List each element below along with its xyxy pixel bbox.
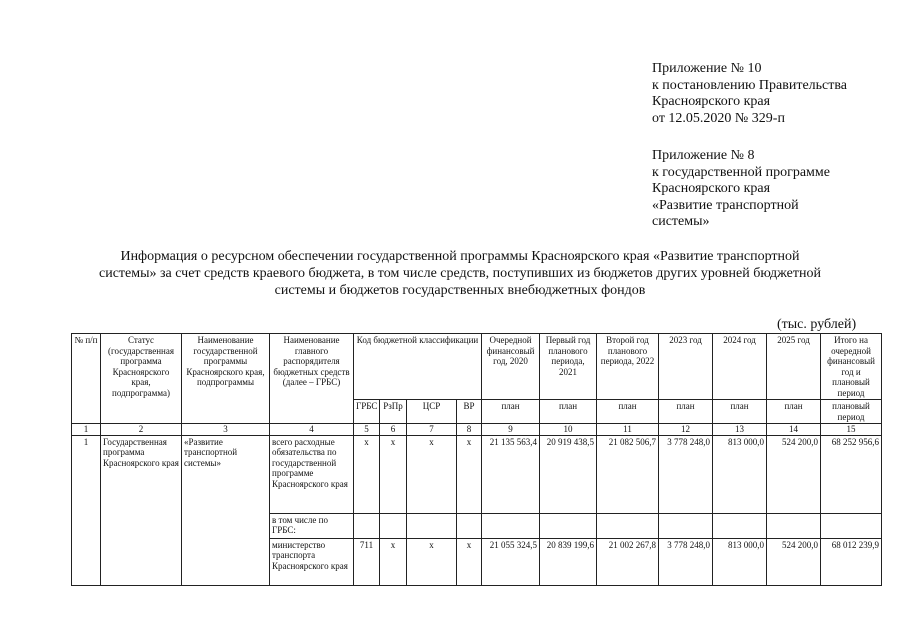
header-name: Наименование государственной программы Красноярского края, подпрограммы [182,334,270,424]
header-row [72,334,882,400]
appendix-10-block [652,61,847,127]
empty-cell [767,513,821,538]
row-grbs-label: в том числе по ГРБС: [270,513,354,538]
column-number: 3 [182,424,270,436]
title-line: Информация о ресурсном обеспечении государственной программы Красноярского края «Развитие транспортной [120,249,800,264]
header-status: Статус (государственная программа Красноярского края, подпрограмма) [101,334,182,424]
cell-2021: 20 839 199,6 [540,538,597,585]
empty-cell [821,513,882,538]
empty-cell [713,513,767,538]
header-num: № п/п [72,334,101,424]
row-number: 1 [72,435,101,585]
resource-table [71,333,882,586]
cell-2024: 813 000,0 [713,435,767,513]
row-grbs-label: всего расходные обязательства по государственной программе Красноярского края [270,435,354,513]
header-csr: ЦСР [407,400,457,424]
appendix-10-line: Красноярского края [652,94,771,109]
header-2021: Первый год планового периода, 2021 [540,334,597,400]
header-2025: 2025 год [767,334,821,400]
column-number: 8 [457,424,482,436]
cell-2024: 813 000,0 [713,538,767,585]
cell-2025: 524 200,0 [767,435,821,513]
empty-cell [597,513,659,538]
row-grbs-label: министерство транспорта Красноярского края [270,538,354,585]
column-number: 9 [482,424,540,436]
empty-cell [659,513,713,538]
cell-2023: 3 778 248,0 [659,435,713,513]
cell-2025: 524 200,0 [767,538,821,585]
cell-rzpr: х [380,435,407,513]
column-number: 1 [72,424,101,436]
appendix-8-line: Приложение № 8 [652,148,755,163]
header-2024: 2024 год [713,334,767,400]
cell-2020: 21 055 324,5 [482,538,540,585]
appendix-10-line: от 12.05.2020 № 329-п [652,110,785,126]
column-number: 12 [659,424,713,436]
empty-cell [540,513,597,538]
cell-total: 68 012 239,9 [821,538,882,585]
column-number: 15 [821,424,882,436]
units-label: (тыс. рублей) [777,317,857,332]
appendix-8-line: системы» [652,214,710,229]
header-plan: план [713,400,767,424]
cell-2021: 20 919 438,5 [540,435,597,513]
table-row [72,435,882,513]
column-number: 13 [713,424,767,436]
cell-vr: х [457,538,482,585]
cell-rzpr: х [380,538,407,585]
column-number: 14 [767,424,821,436]
empty-cell [457,513,482,538]
cell-2022: 21 002 267,8 [597,538,659,585]
cell-grbs: х [354,435,380,513]
empty-cell [482,513,540,538]
cell-total: 68 252 956,6 [821,435,882,513]
cell-2022: 21 082 506,7 [597,435,659,513]
row-status: Государственная программа Красноярского края [101,435,182,585]
header-rzpr: РзПр [380,400,407,424]
column-numbers-row [72,424,882,436]
header-total: Итого на очередной финансовый год и плановый период [821,334,882,400]
column-number: 10 [540,424,597,436]
cell-2023: 3 778 248,0 [659,538,713,585]
appendix-10-line: Приложение № 10 [652,61,762,76]
cell-grbs: 711 [354,538,380,585]
cell-vr: х [457,435,482,513]
header-2023: 2023 год [659,334,713,400]
column-number: 6 [380,424,407,436]
empty-cell [380,513,407,538]
cell-csr: х [407,538,457,585]
column-number: 11 [597,424,659,436]
empty-cell [407,513,457,538]
column-number: 4 [270,424,354,436]
empty-cell [354,513,380,538]
header-plan: план [767,400,821,424]
header-grbs-name: Наименование главного распорядителя бюджетных средств (далее – ГРБС) [270,334,354,424]
appendix-8-line: к государственной программе [652,164,830,180]
appendix-10-line: к постановлению Правительства [652,77,848,93]
cell-csr: х [407,435,457,513]
header-vr: ВР [457,400,482,424]
document-title [60,248,860,299]
appendix-8-line: «Развитие транспортной [652,197,799,213]
header-plan: план [482,400,540,424]
cell-2020: 21 135 563,4 [482,435,540,513]
column-number: 7 [407,424,457,436]
row-program-name: «Развитие транспортной системы» [182,435,270,585]
appendix-8-line: Красноярского края [652,181,771,196]
header-budget-code: Код бюджетной классификации [354,334,482,400]
header-2022: Второй год планового периода, 2022 [597,334,659,400]
header-plan: план [597,400,659,424]
column-number: 2 [101,424,182,436]
header-total-plan: плановый период [821,400,882,424]
appendix-8-block [652,148,830,231]
header-2020: Очередной финансовый год, 2020 [482,334,540,400]
title-line: системы» за счет средств краевого бюджета, в том числе средств, поступивших из бюджетов других уровней бюджетной [98,266,821,281]
title-line: системы и бюджетов государственных внебюджетных фондов [274,283,646,298]
column-number: 5 [354,424,380,436]
header-plan: план [659,400,713,424]
header-plan: план [540,400,597,424]
header-grbs: ГРБС [354,400,380,424]
